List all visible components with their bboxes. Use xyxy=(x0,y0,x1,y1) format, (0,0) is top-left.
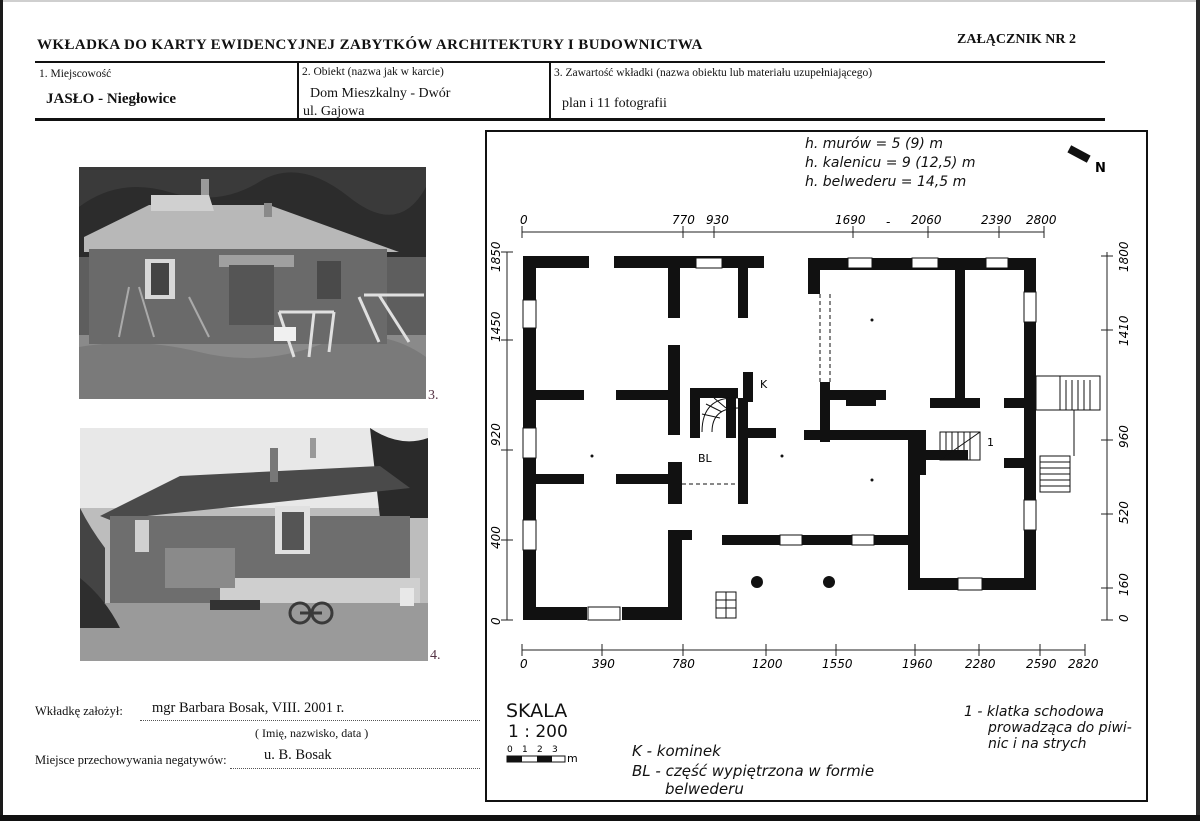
scale-tick-3: 3 xyxy=(552,745,558,755)
photo-4-number: 4. xyxy=(430,648,441,663)
object-value-line1: Dom Mieszkalny - Dwór xyxy=(310,86,451,101)
bottom-dim-390: 390 xyxy=(592,657,615,671)
top-dim-770: 770 xyxy=(672,213,695,227)
right-dim-1410: 1410 xyxy=(1117,315,1131,346)
right-dim-160: 160 xyxy=(1117,573,1131,596)
bottom-dim-1960: 1960 xyxy=(902,657,933,671)
right-dim-1800: 1800 xyxy=(1117,241,1131,272)
bottom-dim-2590: 2590 xyxy=(1026,657,1057,671)
storage-value: u. B. Bosak xyxy=(264,747,332,763)
contents-label: 3. Zawartość wkładki (nazwa obiektu lub materiału uzupełniającego) xyxy=(554,67,873,79)
object-value-line2: ul. Gajowa xyxy=(303,104,365,119)
top-dim-2800: 2800 xyxy=(1026,213,1057,227)
bottom-dim-1550: 1550 xyxy=(822,657,853,671)
scale-tick-0: 0 xyxy=(507,745,513,755)
top-dim-dash: - xyxy=(886,215,891,229)
scale-bar xyxy=(507,756,565,762)
top-dim-930: 930 xyxy=(706,213,729,227)
room-label-k: K xyxy=(760,378,768,391)
top-dim-2060: 2060 xyxy=(911,213,942,227)
scale-tick-2: 2 xyxy=(537,745,543,755)
left-dim-920: 920 xyxy=(489,423,503,446)
north-arrow-icon xyxy=(1067,145,1090,162)
author-value: mgr Barbara Bosak, VIII. 2001 r. xyxy=(152,700,345,716)
bottom-dim-0: 0 xyxy=(520,657,528,671)
document-title: WKŁADKA DO KARTY EWIDENCYJNEJ ZABYTKÓW ARCHITEKTURY I BUDOWNICTWA xyxy=(37,37,703,53)
left-dim-400: 400 xyxy=(489,526,503,549)
legend-belvedere-line1: BL - część wypiętrzona w formie xyxy=(632,762,875,780)
annex-number: ZAŁĄCZNIK NR 2 xyxy=(957,32,1077,47)
legend-fireplace: K - kominek xyxy=(632,742,721,760)
ridge-height-note: h. kalenicu = 9 (12,5) m xyxy=(805,155,976,171)
left-dim-1850: 1850 xyxy=(489,241,503,272)
author-label: Wkładkę założył: xyxy=(35,704,123,718)
right-dim-960: 960 xyxy=(1117,425,1131,448)
locality-value: JASŁO - Niegłowice xyxy=(46,91,176,107)
north-label: N xyxy=(1095,161,1106,176)
storage-label: Miejsce przechowywania negatywów: xyxy=(35,753,227,767)
bottom-dim-2280: 2280 xyxy=(965,657,996,671)
scale-title: SKALA xyxy=(506,700,568,722)
bottom-dim-2820: 2820 xyxy=(1068,657,1099,671)
note-staircase-line2: prowadząca do piwi- xyxy=(988,720,1132,736)
room-label-bl: BL xyxy=(698,452,712,465)
right-dim-0: 0 xyxy=(1117,614,1131,622)
bottom-dim-780: 780 xyxy=(672,657,695,671)
bottom-dim-1200: 1200 xyxy=(752,657,783,671)
contents-value: plan i 11 fotografii xyxy=(562,96,667,111)
wall-height-note: h. murów = 5 (9) m xyxy=(805,136,943,152)
top-dim-0: 0 xyxy=(520,213,528,227)
belvedere-height-note: h. belwederu = 14,5 m xyxy=(805,174,967,190)
scale-value: 1 : 200 xyxy=(508,722,568,742)
plan-walls xyxy=(523,256,1036,620)
note-staircase-line3: nic i na strych xyxy=(988,736,1087,752)
photo-3-number: 3. xyxy=(428,388,439,403)
right-dim-520: 520 xyxy=(1117,501,1131,524)
scale-tick-1: 1 xyxy=(522,745,528,755)
room-label-1: 1 xyxy=(987,436,994,449)
object-label: 2. Obiekt (nazwa jak w karcie) xyxy=(302,66,444,78)
legend-belvedere-line2: belwederu xyxy=(665,780,744,798)
left-dim-1450: 1450 xyxy=(489,311,503,342)
author-hint: ( Imię, nazwisko, data ) xyxy=(255,726,369,740)
locality-label: 1. Miejscowość xyxy=(39,68,112,80)
note-staircase-line1: 1 - klatka schodowa xyxy=(964,704,1104,720)
left-dim-0: 0 xyxy=(489,617,503,625)
top-dim-1690: 1690 xyxy=(835,213,866,227)
scale-unit: m xyxy=(567,752,578,765)
top-dim-2390: 2390 xyxy=(981,213,1012,227)
